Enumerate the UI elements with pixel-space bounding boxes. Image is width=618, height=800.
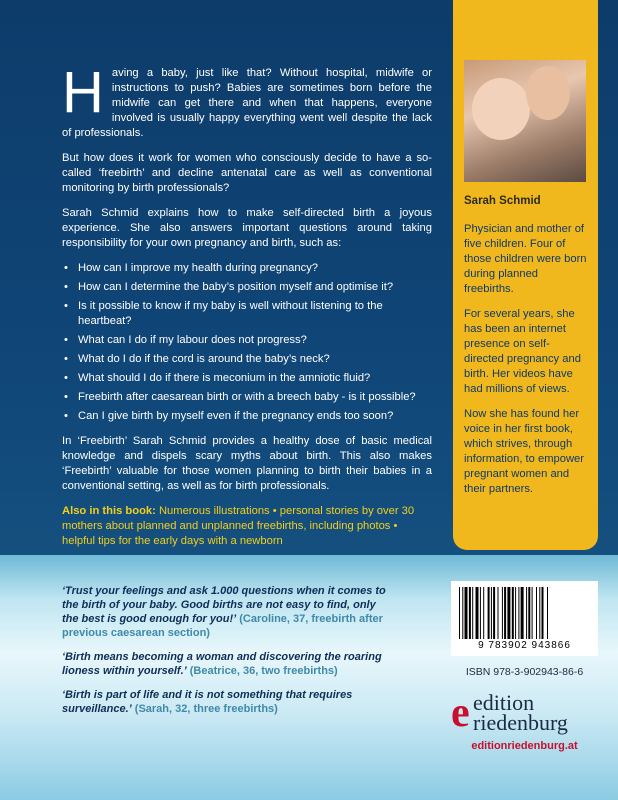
quote-source: (Caroline, 37, freebirth after previous caesarean section) <box>62 613 383 639</box>
paragraph-4: In ‘Freebirth’ Sarah Schmid provides a healthy dose of basic medical knowledge and dispels scary myths about birth. This also makes ‘Freebirth’ valuable for those women planning to birth their babies in a conventional setting, as well as for birth professionals. <box>62 435 432 492</box>
testimonial <box>62 650 392 678</box>
paragraph-2: But how does it work for women who consciously decide to have a so-called ‘freebirth’ and decline antenatal care as well as conventional monitoring by birth professionals? <box>62 152 432 194</box>
testimonial <box>62 688 392 716</box>
question-list <box>62 261 432 424</box>
list-item: • Is it possible to know if my baby is well without listening to the heartbeat? <box>62 299 432 329</box>
isbn: ISBN 978-3-902943-86-6 <box>465 666 584 678</box>
publisher-url: editionriedenburg.at <box>471 740 578 752</box>
list-item: • How can I determine the baby’s position myself and optimise it? <box>62 280 432 295</box>
logo-word-edition: edition <box>473 690 535 715</box>
author-sidebar <box>453 0 598 550</box>
blurb-text <box>62 60 432 549</box>
testimonial <box>62 584 392 640</box>
author-name: Sarah Schmid <box>464 195 541 207</box>
also-text: Numerous illustrations • personal stories by over 30 mothers about planned and unplanned freebirths, including photos • helpful tips for the early days with a newborn <box>62 505 415 547</box>
bio-paragraph: For several years, she has been an internet presence on self-directed pregnancy and birth. Her videos have had millions of views. <box>464 308 581 395</box>
author-face <box>526 66 570 120</box>
also-in-book <box>62 504 432 549</box>
testimonials <box>62 584 392 726</box>
bio-paragraph: Now she has found her voice in her first book, which strives, through information, to empower pregnant women and their partners. <box>464 408 585 495</box>
list-item: • Can I give birth by myself even if the pregnancy ends too soon? <box>62 409 432 424</box>
bio-paragraph: Physician and mother of five children. Four of those children were born during planned freebirths. <box>464 223 587 295</box>
logo-e-icon: e <box>451 690 470 736</box>
quote-source: (Beatrice, 36, two freebirths) <box>189 665 338 677</box>
list-item: • Freebirth after caesarean birth or with a breech baby - is it possible? <box>62 390 432 405</box>
intro-paragraph <box>62 60 432 141</box>
also-label: Also in this book: <box>62 505 156 517</box>
author-photo <box>464 60 586 182</box>
barcode-bars <box>457 587 592 639</box>
quote-source: (Sarah, 32, three freebirths) <box>134 703 278 715</box>
quote-text: ‘Birth means becoming a woman and discovering the roaring lioness within yourself.’ <box>62 651 382 677</box>
logo-word-riedenburg: riedenburg <box>473 710 568 735</box>
list-item: • How can I improve my health during pregnancy? <box>62 261 432 276</box>
barcode-number: 9 783902 943866 <box>478 640 571 651</box>
dropcap: H <box>62 60 104 125</box>
author-bio <box>464 222 589 507</box>
quote-text: ‘Birth is part of life and it is not something that requires surveillance.’ <box>62 689 353 715</box>
quote-text: ‘Trust your feelings and ask 1.000 questions when it comes to the birth of your baby. Good births are not easy to find, only the best is good enough for you!’ <box>62 585 386 625</box>
list-item: • What can I do if my labour does not progress? <box>62 333 432 348</box>
intro-text: aving a baby, just like that? Without hospital, midwife or instructions to push? Babies are sometimes born before the midwife can get there and when that happens, everyone involved is usually happy everything went well despite the lack of professionals. <box>62 67 432 139</box>
publisher-logo <box>451 690 598 760</box>
baby-face <box>472 78 530 140</box>
list-item: • What do I do if the cord is around the baby’s neck? <box>62 352 432 367</box>
paragraph-3: Sarah Schmid explains how to make self-directed birth a joyous experience. She also answers important questions around taking responsibility for your own pregnancy and birth, such as: <box>62 207 432 249</box>
barcode <box>451 581 598 656</box>
list-item: • What should I do if there is meconium in the amniotic fluid? <box>62 371 432 386</box>
